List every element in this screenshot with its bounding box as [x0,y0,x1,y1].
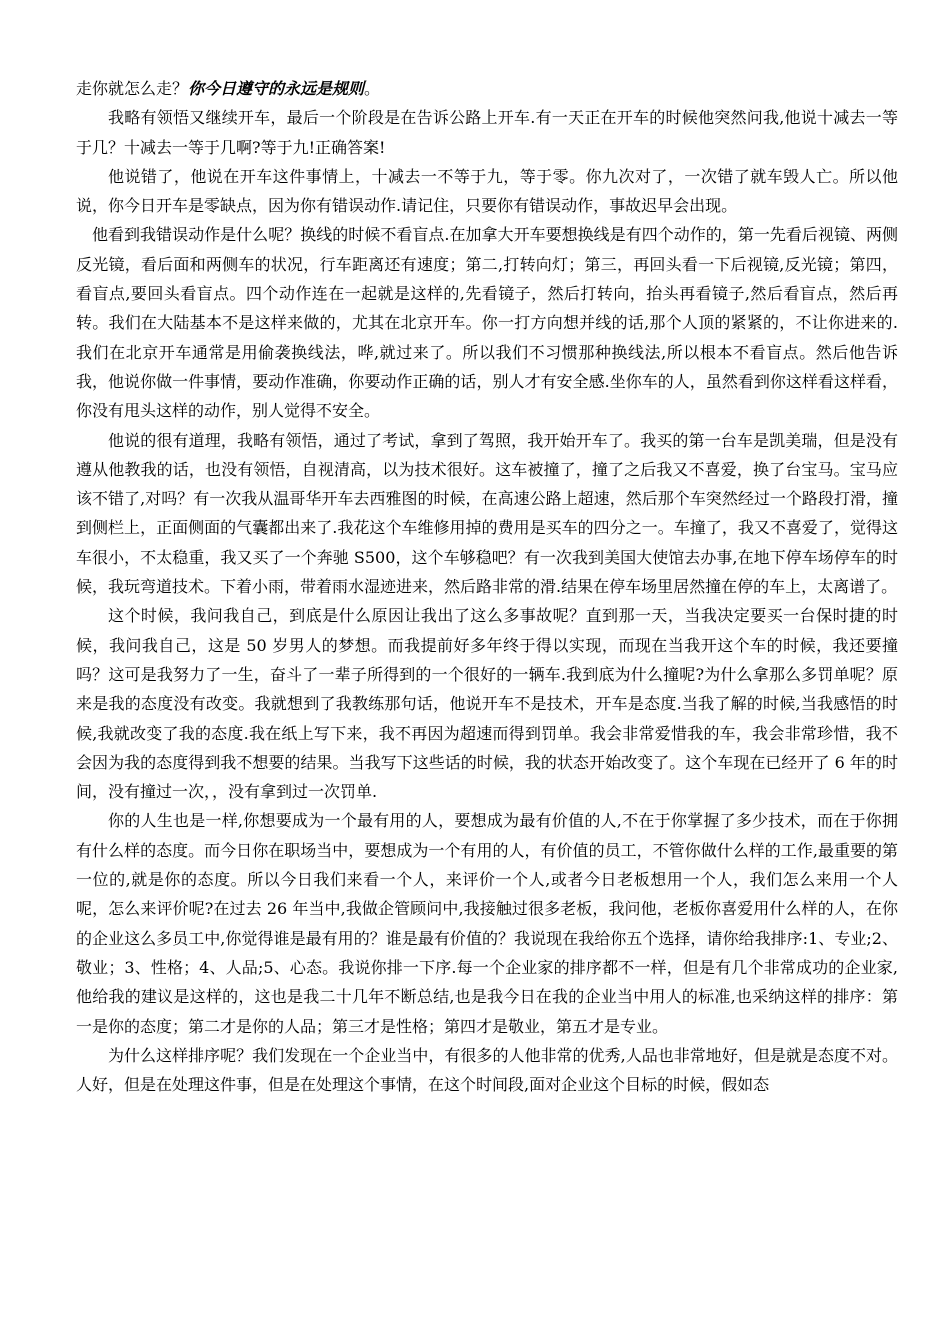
paragraph-5: 他说的很有道理，我略有领悟，通过了考试，拿到了驾照，我开始开车了。我买的第一台车是凯美瑞，但是没有遵从他教我的话，也没有领悟，自视清高，以为技术很好。这车被撞了，撞了之后我又不喜爱，换了台宝马。宝马应该不错了,对吗？有一次我从温哥华开车去西雅图的时候，在高速公路上超速，然后那个车突然经过一个路段打滑，撞到侧栏上，正面侧面的气囊都出来了.我花这个车维修用掉的费用是买车的四分之一。车撞了，我又不喜爱了，觉得这车很小，不太稳重，我又买了一个奔驰 S500，这个车够稳吧？有一次我到美国大使馆去办事,在地下停车场停车的时候，我玩弯道技术。下着小雨，带着雨水湿迹进来，然后路非常的滑.结果在停车场里居然撞在停的车上，太离谱了。 [76,430,898,597]
paragraph-4: 他看到我错误动作是什么呢？换线的时候不看盲点.在加拿大开车要想换线是有四个动作的，第一先看后视镜、两侧反光镜，看后面和两侧车的状况，行车距离还有速度；第二,打转向灯；第三，再回头看一下后视镜,反光镜；第四，看盲点,要回头看盲点。四个动作连在一起就是这样的,先看镜子，然后打转向，抬头再看镜子,然后看盲点，然后再转。我们在大陆基本不是这样来做的，尤其在北京开车。你一打方向想并线的话,那个人顶的紧紧的，不让你进来的.我们在北京开车通常是用偷袭换线法，哗,就过来了。所以我们不习惯那种换线法,所以根本不看盲点。然后他告诉我，他说你做一件事情，要动作准确，你要动作正确的话，别人才有安全感.坐你车的人，虽然看到你这样看这样看，你没有甩头这样的动作，别人觉得不安全。 [76,225,898,421]
paragraph-3: 他说错了，他说在开车这件事情上，十减去一不等于九，等于零。你九次对了，一次错了就车毁人亡。所以他说，你今日开车是零缺点，因为你有错误动作.请记住，只要你有错误动作，事故迟早会出现。 [76,166,898,216]
paragraph-8: 为什么这样排序呢？我们发现在一个企业当中，有很多的人他非常的优秀,人品也非常地好，但是就是态度不对。人好，但是在处理这件事，但是在处理这个事情，在这个时间段,面对企业这个目标的时候，假如态 [76,1045,898,1095]
paragraph-2: 我略有领悟又继续开车，最后一个阶段是在告诉公路上开车.有一天正在开车的时候他突然问我,他说十减去一等于几？十减去一等于几啊?等于九!正确答案! [76,108,898,157]
paragraph-7: 你的人生也是一样,你想要成为一个最有用的人，要想成为最有价值的人,不在于你掌握了多少技术，而在于你拥有什么样的态度。而今日你在职场当中，要想成为一个有用的人，有价值的员工，不管你做什么样的工作,最重要的第一位的,就是你的态度。所以今日我们来看一个人，来评价一个人,或者今日老板想用一个人，我们怎么来用一个人呢，怎么来评价呢?在过去 26 年当中,我做企管顾问中,我接触过很多老板，我问他，老板你喜爱用什么样的人，在你的企业这么多员工中,你觉得谁是最有用的？谁是最有价值的？我说现在我给你五个选择，请你给我排序:1、专业;2、敬业；3、性格；4、人品;5、心态。我说你排一下序.每一个企业家的排序都不一样，但是有几个非常成功的企业家,他给我的建议是这样的，这也是我二十几年不断总结,也是我今日在我的企业当中用人的标准,也采纳这样的排序：第一是你的态度；第二才是你的人品；第三才是性格；第四才是敬业，第五才是专业。 [76,811,898,1036]
paragraph-1-suffix: 。 [364,79,381,98]
paragraph-1-emphasis: 你今日遵守的永远是规则 [188,79,365,98]
paragraph-6: 这个时候，我问我自己，到底是什么原因让我出了这么多事故呢？直到那一天，当我决定要买一台保时捷的时候，我问我自己，这是 50 岁男人的梦想。而我提前好多年终于得以实现，而现在当我开这个车的时候，我还要撞吗？这可是我努力了一生，奋斗了一辈子所得到的一个很好的一辆车.我到底为什么撞呢?为什么拿那么多罚单呢？原来是我的态度没有改变。我就想到了我教练那句话，他说开车不是技术，开车是态度.当我了解的时候,当我感悟的时候,我就改变了我的态度.我在纸上写下来，我不再因为超速而得到罚单。我会非常爱惜我的车，我会非常珍惜，我不会因为我的态度得到我不想要的结果。当我写下这些话的时候，我的状态开始改变了。这个车现在已经开了 6 年的时间，没有撞过一次，，没有拿到过一次罚单. [76,606,898,802]
paragraph-1-text: 走你就怎么走？ [76,79,189,98]
paragraph-1 [76,74,898,103]
